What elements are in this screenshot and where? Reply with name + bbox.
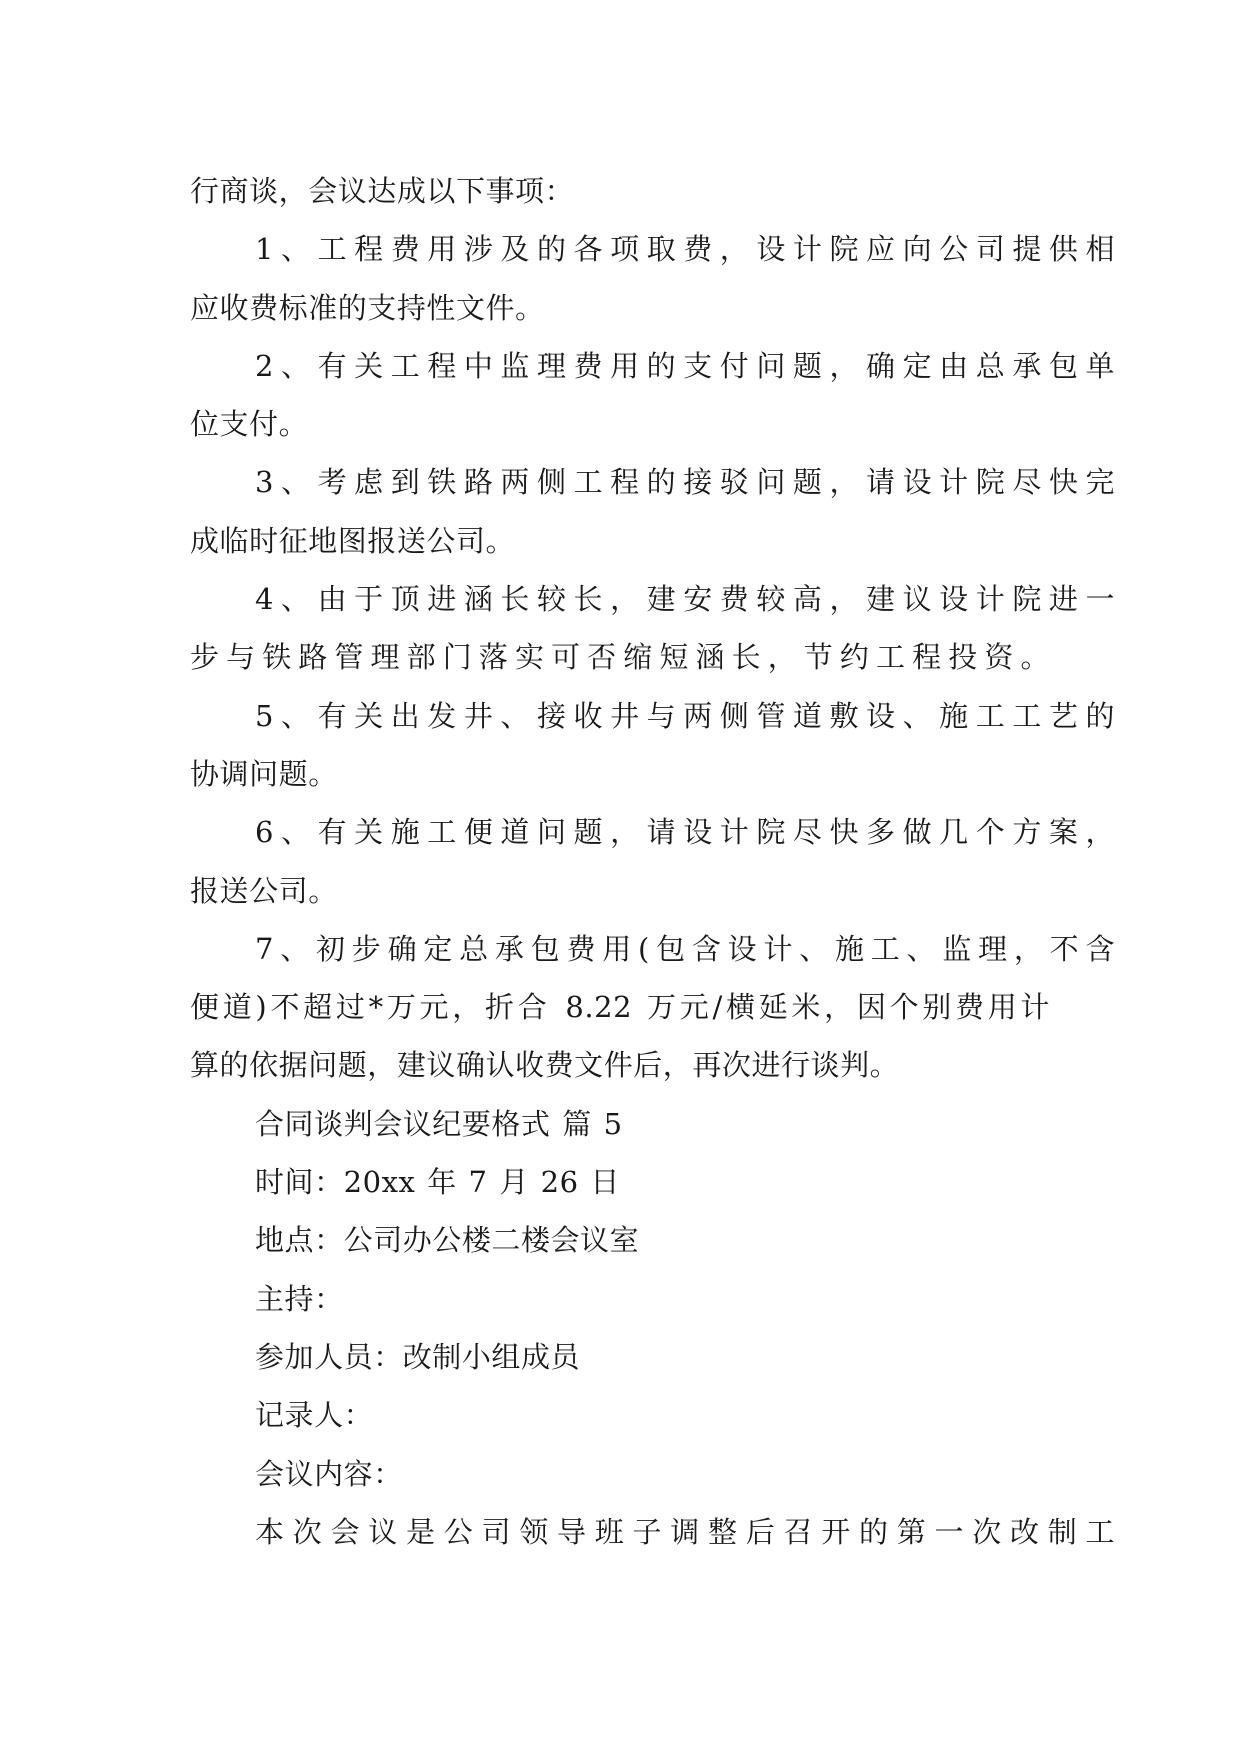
- list-item-7-line-3: 算的依据问题，建议确认收费文件后，再次进行谈判。: [190, 1048, 900, 1083]
- list-item-3-line-1: 3、考虑到铁路两侧工程的接驳问题，请设计院尽快完: [255, 465, 1115, 500]
- list-item-6-line-1: 6、有关施工便道问题，请设计院尽快多做几个方案，: [255, 815, 1115, 850]
- meeting-recorder: 记录人：: [255, 1398, 374, 1433]
- list-item-5-line-1: 5、有关出发井、接收井与两侧管道敷设、施工工艺的: [255, 698, 1115, 733]
- list-item-1-line-1: 1、工程费用涉及的各项取费，设计院应向公司提供相: [255, 232, 1115, 267]
- document-body: [190, 162, 1115, 1561]
- meeting-host: 主持：: [255, 1281, 344, 1316]
- list-item-4-line-2: 步与铁路管理部门落实可否缩短涵长，节约工程投资。: [190, 640, 1050, 675]
- list-item-3-line-2: 成临时征地图报送公司。: [190, 523, 516, 558]
- list-item-1-line-2: 应收费标准的支持性文件。: [190, 290, 545, 325]
- list-item-4-line-1: 4、由于顶进涵长较长，建安费较高，建议设计院进一: [255, 582, 1115, 617]
- list-item-5-line-2: 协调问题。: [190, 756, 338, 791]
- list-item-6-line-2: 报送公司。: [190, 873, 338, 908]
- meeting-content-first-line: 本次会议是公司领导班子调整后召开的第一次改制工: [255, 1514, 1115, 1549]
- meeting-content-label: 会议内容：: [255, 1456, 403, 1491]
- meeting-time: 时间：20xx 年 7 月 26 日: [255, 1165, 620, 1200]
- meeting-location: 地点：公司办公楼二楼会议室: [255, 1223, 640, 1258]
- list-item-7-line-1: 7、初步确定总承包费用(包含设计、施工、监理，不含: [255, 931, 1115, 966]
- list-item-2-line-2: 位支付。: [190, 407, 309, 442]
- section-heading: 合同谈判会议纪要格式 篇 5: [255, 1106, 623, 1141]
- meeting-participants: 参加人员：改制小组成员: [255, 1339, 581, 1374]
- list-item-7-line-2: 便道)不超过*万元，折合 8.22 万元/横延米，因个别费用计: [190, 990, 1050, 1025]
- paragraph-line: 行商谈，会议达成以下事项：: [190, 174, 575, 208]
- list-item-2-line-1: 2、有关工程中监理费用的支付问题，确定由总承包单: [255, 348, 1115, 383]
